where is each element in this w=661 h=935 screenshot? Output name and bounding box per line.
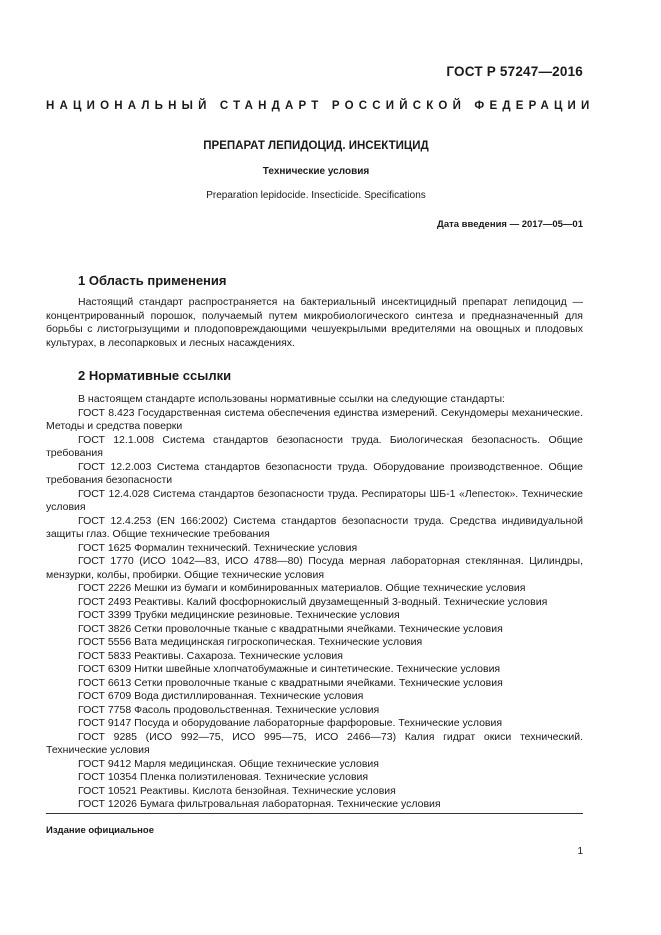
reference-item: ГОСТ 9285 (ИСО 992—75, ИСО 995—75, ИСО 2466—73) Калия гидрат окиси технический. Технические условия bbox=[46, 730, 583, 756]
reference-item: ГОСТ 6309 Нитки швейные хлопчатобумажные и синтетические. Технические условия bbox=[78, 663, 501, 675]
reference-item: ГОСТ 5833 Реактивы. Сахароза. Технические условия bbox=[78, 649, 343, 662]
reference-item: ГОСТ 2493 Реактивы. Калий фосфорнокислый двузамещенный 3-водный. Технические условия bbox=[78, 595, 548, 608]
section-2-heading: 2 Нормативные ссылки bbox=[78, 368, 232, 383]
page-number: 1 bbox=[577, 846, 583, 857]
section-1-heading: 1 Область применения bbox=[78, 273, 227, 288]
reference-item: ГОСТ 12.1.008 Система стандартов безопасности труда. Биологическая безопасность. Общие требования bbox=[46, 433, 583, 459]
reference-item: В настоящем стандарте использованы нормативные ссылки на следующие стандарты: bbox=[78, 393, 505, 405]
document-title: ПРЕПАРАТ ЛЕПИДОЦИД. ИНСЕКТИЦИД bbox=[203, 140, 429, 152]
reference-item: ГОСТ 12026 Бумага фильтровальная лабораторная. Технические условия bbox=[78, 798, 441, 810]
reference-item: ГОСТ 1625 Формалин технический. Технические условия bbox=[78, 541, 358, 554]
national-standard-heading: НАЦИОНАЛЬНЫЙ СТАНДАРТ РОССИЙСКОЙ ФЕДЕРАЦИИ bbox=[46, 100, 595, 112]
document-subtitle: Технические условия bbox=[262, 166, 370, 177]
document-title-english: Preparation lepidocide. Insecticide. Specifications bbox=[206, 190, 426, 201]
reference-item: ГОСТ 9412 Марля медицинская. Общие технические условия bbox=[78, 757, 379, 770]
reference-item: ГОСТ 12.4.253 (EN 166:2002) Система стандартов безопасности труда. Средства индивидуальной защиты глаз. Общие технические требования bbox=[46, 514, 583, 540]
reference-item: ГОСТ 8.423 Государственная система обеспечения единства измерений. Секундомеры механические. Методы и средства поверки bbox=[46, 406, 583, 432]
reference-item: ГОСТ 1770 (ИСО 1042—83, ИСО 4788—80) Посуда мерная лабораторная стеклянная. Цилиндры, мензурки, колбы, пробирки. Общие технические условия bbox=[46, 555, 583, 581]
official-edition-label: Издание официальное bbox=[46, 825, 154, 836]
introduction-date: Дата введения — 2017—05—01 bbox=[437, 219, 583, 230]
reference-item: ГОСТ 3399 Трубки медицинские резиновые. Технические условия bbox=[78, 609, 400, 621]
reference-item: ГОСТ 6709 Вода дистиллированная. Технические условия bbox=[78, 690, 364, 702]
reference-item: ГОСТ 3826 Сетки проволочные тканые с квадратными ячейками. Технические условия bbox=[78, 622, 503, 635]
doc-number: ГОСТ Р 57247—2016 bbox=[446, 64, 583, 79]
reference-item: ГОСТ 12.2.003 Система стандартов безопасности труда. Оборудование производственное. Общие требования безопасности bbox=[46, 460, 583, 486]
normative-references-list bbox=[46, 393, 583, 812]
reference-item: ГОСТ 10354 Пленка полиэтиленовая. Технические условия bbox=[78, 771, 369, 783]
reference-item: ГОСТ 12.4.028 Система стандартов безопасности труда. Респираторы ШБ-1 «Лепесток». Технические условия bbox=[46, 487, 583, 513]
section-1-body bbox=[46, 296, 583, 350]
reference-item: ГОСТ 9147 Посуда и оборудование лабораторные фарфоровые. Технические условия bbox=[78, 717, 503, 729]
reference-item: ГОСТ 10521 Реактивы. Кислота бензойная. Технические условия bbox=[78, 784, 396, 797]
reference-item: ГОСТ 6613 Сетки проволочные тканые с квадратными ячейками. Технические условия bbox=[78, 676, 503, 689]
footer-divider bbox=[46, 813, 583, 814]
reference-item: ГОСТ 7758 Фасоль продовольственная. Технические условия bbox=[78, 703, 380, 716]
reference-item: ГОСТ 2226 Мешки из бумаги и комбинированных материалов. Общие технические условия bbox=[78, 582, 526, 594]
section-1-paragraph: Настоящий стандарт распространяется на бактериальный инсектицидный препарат лепидоцид — концентрированный порошок, получаемый путем микробиологического синтеза и предназначенный для борьбы с листогрызущими и плодоповреждающими чешуекрылыми вредителями на овощных и плодовых культурах, в лесопарковых и лесных насаждениях. bbox=[46, 296, 583, 349]
reference-item: ГОСТ 5556 Вата медицинская гигроскопическая. Технические условия bbox=[78, 636, 423, 648]
